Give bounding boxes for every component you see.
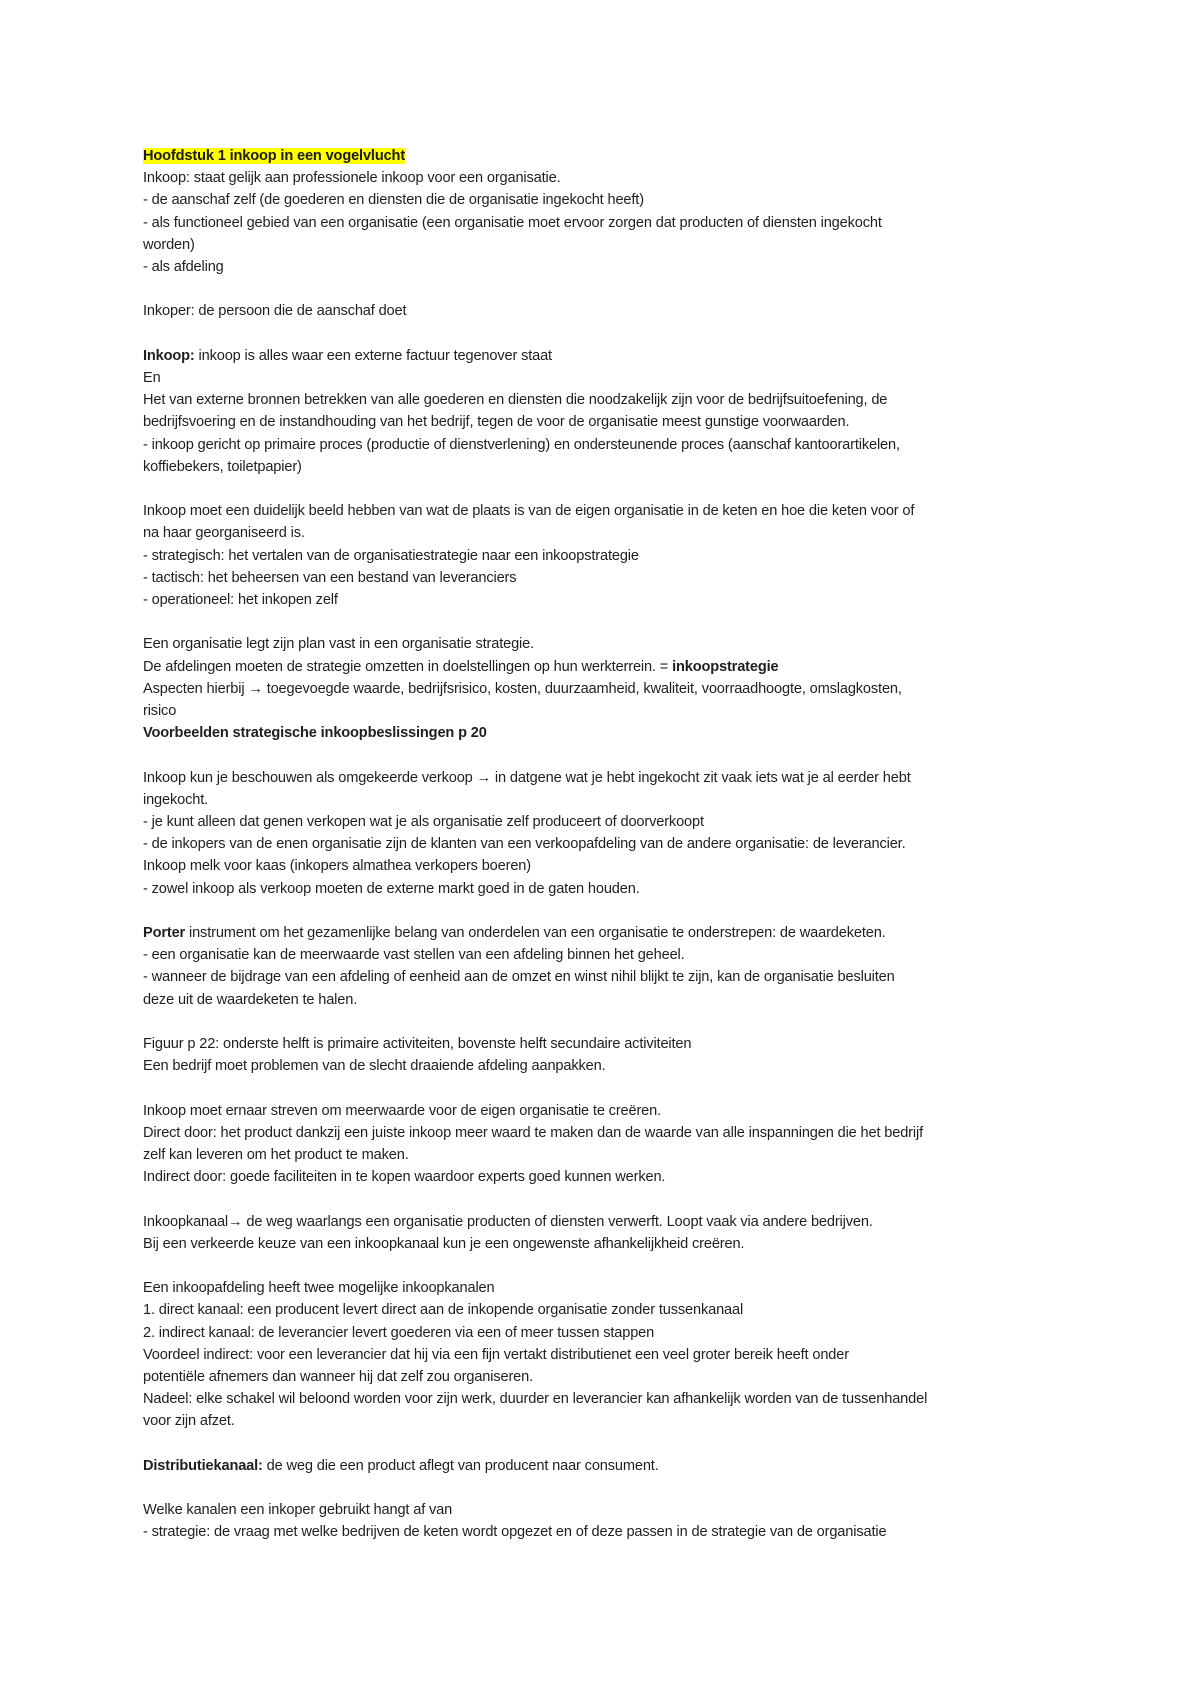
text-line: 2. indirect kanaal: de leverancier levert goederen via een of meer tussen stappen [143, 1324, 655, 1341]
text-line: - strategisch: het vertalen van de organisatiestrategie naar een inkoopstrategie [143, 547, 639, 564]
text-line: Inkoper: de persoon die de aanschaf doet [143, 303, 407, 320]
text-line: Indirect door: goede faciliteiten in te kopen waardoor experts goed kunnen werken. [143, 1169, 666, 1186]
document-body [143, 145, 1083, 1544]
text-line: - als afdeling [143, 259, 224, 276]
text-line: Het van externe bronnen betrekken van alle goederen en diensten die noodzakelijk zijn voor de bedrijfsuitoefening, de [143, 392, 888, 409]
text-line: Een inkoopafdeling heeft twee mogelijke inkoopkanalen [143, 1280, 495, 1297]
text-line: 1. direct kanaal: een producent levert direct aan de inkopende organisatie zonder tussenkanaal [143, 1302, 744, 1319]
text-line: Inkoopkanaal→ de weg waarlangs een organisatie producten of diensten verwerft. Loopt vaak via andere bedrijven. [143, 1213, 873, 1230]
text-line: ingekocht. [143, 791, 209, 808]
paragraph-gap [143, 1255, 1083, 1277]
defined-term: Distributiekanaal: [143, 1457, 263, 1474]
text-line: - strategie: de vraag met welke bedrijven de keten wordt opgezet en of deze passen in de strategie van de organisatie [143, 1524, 887, 1541]
text-line [143, 656, 1083, 678]
text-line: - de inkopers van de enen organisatie zijn de klanten van een verkoopafdeling van de andere organisatie: de leverancier. [143, 836, 906, 853]
text-line: worden) [143, 236, 195, 253]
text-span: De afdelingen moeten de strategie omzetten in doelstellingen op hun werkterrein. = [143, 658, 673, 675]
text-line: - een organisatie kan de meerwaarde vast stellen van een afdeling binnen het geheel. [143, 947, 685, 964]
paragraph-gap [143, 1011, 1083, 1033]
chapter-heading-line [143, 145, 1083, 167]
text-line: potentiële afnemers dan wanneer hij dat zelf zou organiseren. [143, 1369, 533, 1386]
defined-term: Inkoop: [143, 347, 195, 364]
definition-line [143, 1455, 1083, 1477]
paragraph-gap [143, 1477, 1083, 1499]
text-line: Figuur p 22: onderste helft is primaire activiteiten, bovenste helft secundaire activiteiten [143, 1036, 692, 1053]
paragraph-gap [143, 744, 1083, 766]
text-line: Inkoop melk voor kaas (inkopers almathea verkopers boeren) [143, 858, 531, 875]
text-line: koffiebekers, toiletpapier) [143, 458, 302, 475]
bold-line: Voorbeelden strategische inkoopbeslissingen p 20 [143, 725, 487, 742]
paragraph-gap [143, 900, 1083, 922]
text-line: risico [143, 703, 177, 720]
text-line: Bij een verkeerde keuze van een inkoopkanaal kun je een ongewenste afhankelijkheid creëren. [143, 1235, 745, 1252]
text-line: En [143, 370, 161, 386]
text-line: Inkoop moet ernaar streven om meerwaarde voor de eigen organisatie te creëren. [143, 1102, 662, 1119]
text-line: - de aanschaf zelf (de goederen en diensten die de organisatie ingekocht heeft) [143, 192, 644, 209]
text-line: Inkoop moet een duidelijk beeld hebben van wat de plaats is van de eigen organisatie in de keten en hoe die keten voor of [143, 503, 915, 520]
definition-text: inkoop is alles waar een externe factuur tegenover staat [194, 347, 552, 364]
text-line: zelf kan leveren om het product te maken. [143, 1147, 409, 1164]
paragraph-gap [143, 1433, 1083, 1455]
text-line: - wanneer de bijdrage van een afdeling of eenheid aan de omzet en winst nihil blijkt te zijn, kan de organisatie besluiten [143, 969, 895, 986]
text-line: Een bedrijf moet problemen van de slecht draaiende afdeling aanpakken. [143, 1058, 606, 1075]
text-line: Inkoop kun je beschouwen als omgekeerde verkoop → in datgene wat je hebt ingekocht zit vaak iets wat je al eerder hebt [143, 769, 911, 786]
text-line: - zowel inkoop als verkoop moeten de externe markt goed in de gaten houden. [143, 880, 640, 897]
definition-line [143, 922, 1083, 944]
text-line: Voordeel indirect: voor een leverancier dat hij via een fijn vertakt distributienet een veel groter bereik heeft onder [143, 1346, 849, 1363]
text-line: - tactisch: het beheersen van een bestand van leveranciers [143, 569, 517, 586]
paragraph-gap [143, 278, 1083, 300]
text-line: Een organisatie legt zijn plan vast in een organisatie strategie. [143, 636, 535, 653]
text-line: Nadeel: elke schakel wil beloond worden voor zijn werk, duurder en leverancier kan afhankelijk worden van de tussenhandel [143, 1391, 928, 1408]
text-line: Direct door: het product dankzij een juiste inkoop meer waard te maken dan de waarde van alle inspanningen die het bedrijf [143, 1124, 923, 1141]
defined-term: Porter [143, 925, 186, 942]
paragraph-gap [143, 611, 1083, 633]
text-line: na haar georganiseerd is. [143, 525, 305, 542]
text-line: - operationeel: het inkopen zelf [143, 592, 338, 609]
text-line: voor zijn afzet. [143, 1413, 235, 1430]
bold-term: inkoopstrategie [672, 658, 779, 675]
text-line: Welke kanalen een inkoper gebruikt hangt af van [143, 1502, 453, 1519]
paragraph-gap [143, 478, 1083, 500]
definition-text: instrument om het gezamenlijke belang van onderdelen van een organisatie te onderstrepen: de waardeketen. [185, 925, 886, 942]
text-line: Aspecten hierbij → toegevoegde waarde, bedrijfsrisico, kosten, duurzaamheid, kwaliteit, voorraadhoogte, omslagkosten, [143, 680, 902, 697]
paragraph-gap [143, 323, 1083, 345]
definition-text: de weg die een product aflegt van producent naar consument. [262, 1457, 659, 1474]
paragraph-gap [143, 1077, 1083, 1099]
text-line: deze uit de waardeketen te halen. [143, 991, 358, 1008]
definition-line [143, 345, 1083, 367]
paragraph-gap [143, 1188, 1083, 1210]
text-line: - als functioneel gebied van een organisatie (een organisatie moet ervoor zorgen dat producten of diensten ingekocht [143, 214, 882, 231]
text-line: bedrijfsvoering en de instandhouding van het bedrijf, tegen de voor de organisatie meest gunstige voorwaarden. [143, 414, 850, 431]
chapter-heading: Hoofdstuk 1 inkoop in een vogelvlucht [143, 148, 406, 164]
text-line: Inkoop: staat gelijk aan professionele inkoop voor een organisatie. [143, 170, 561, 187]
text-line: - je kunt alleen dat genen verkopen wat je als organisatie zelf produceert of doorverkoopt [143, 814, 704, 831]
text-line: - inkoop gericht op primaire proces (productie of dienstverlening) en ondersteunende proces (aanschaf kantoorartikelen, [143, 436, 900, 453]
